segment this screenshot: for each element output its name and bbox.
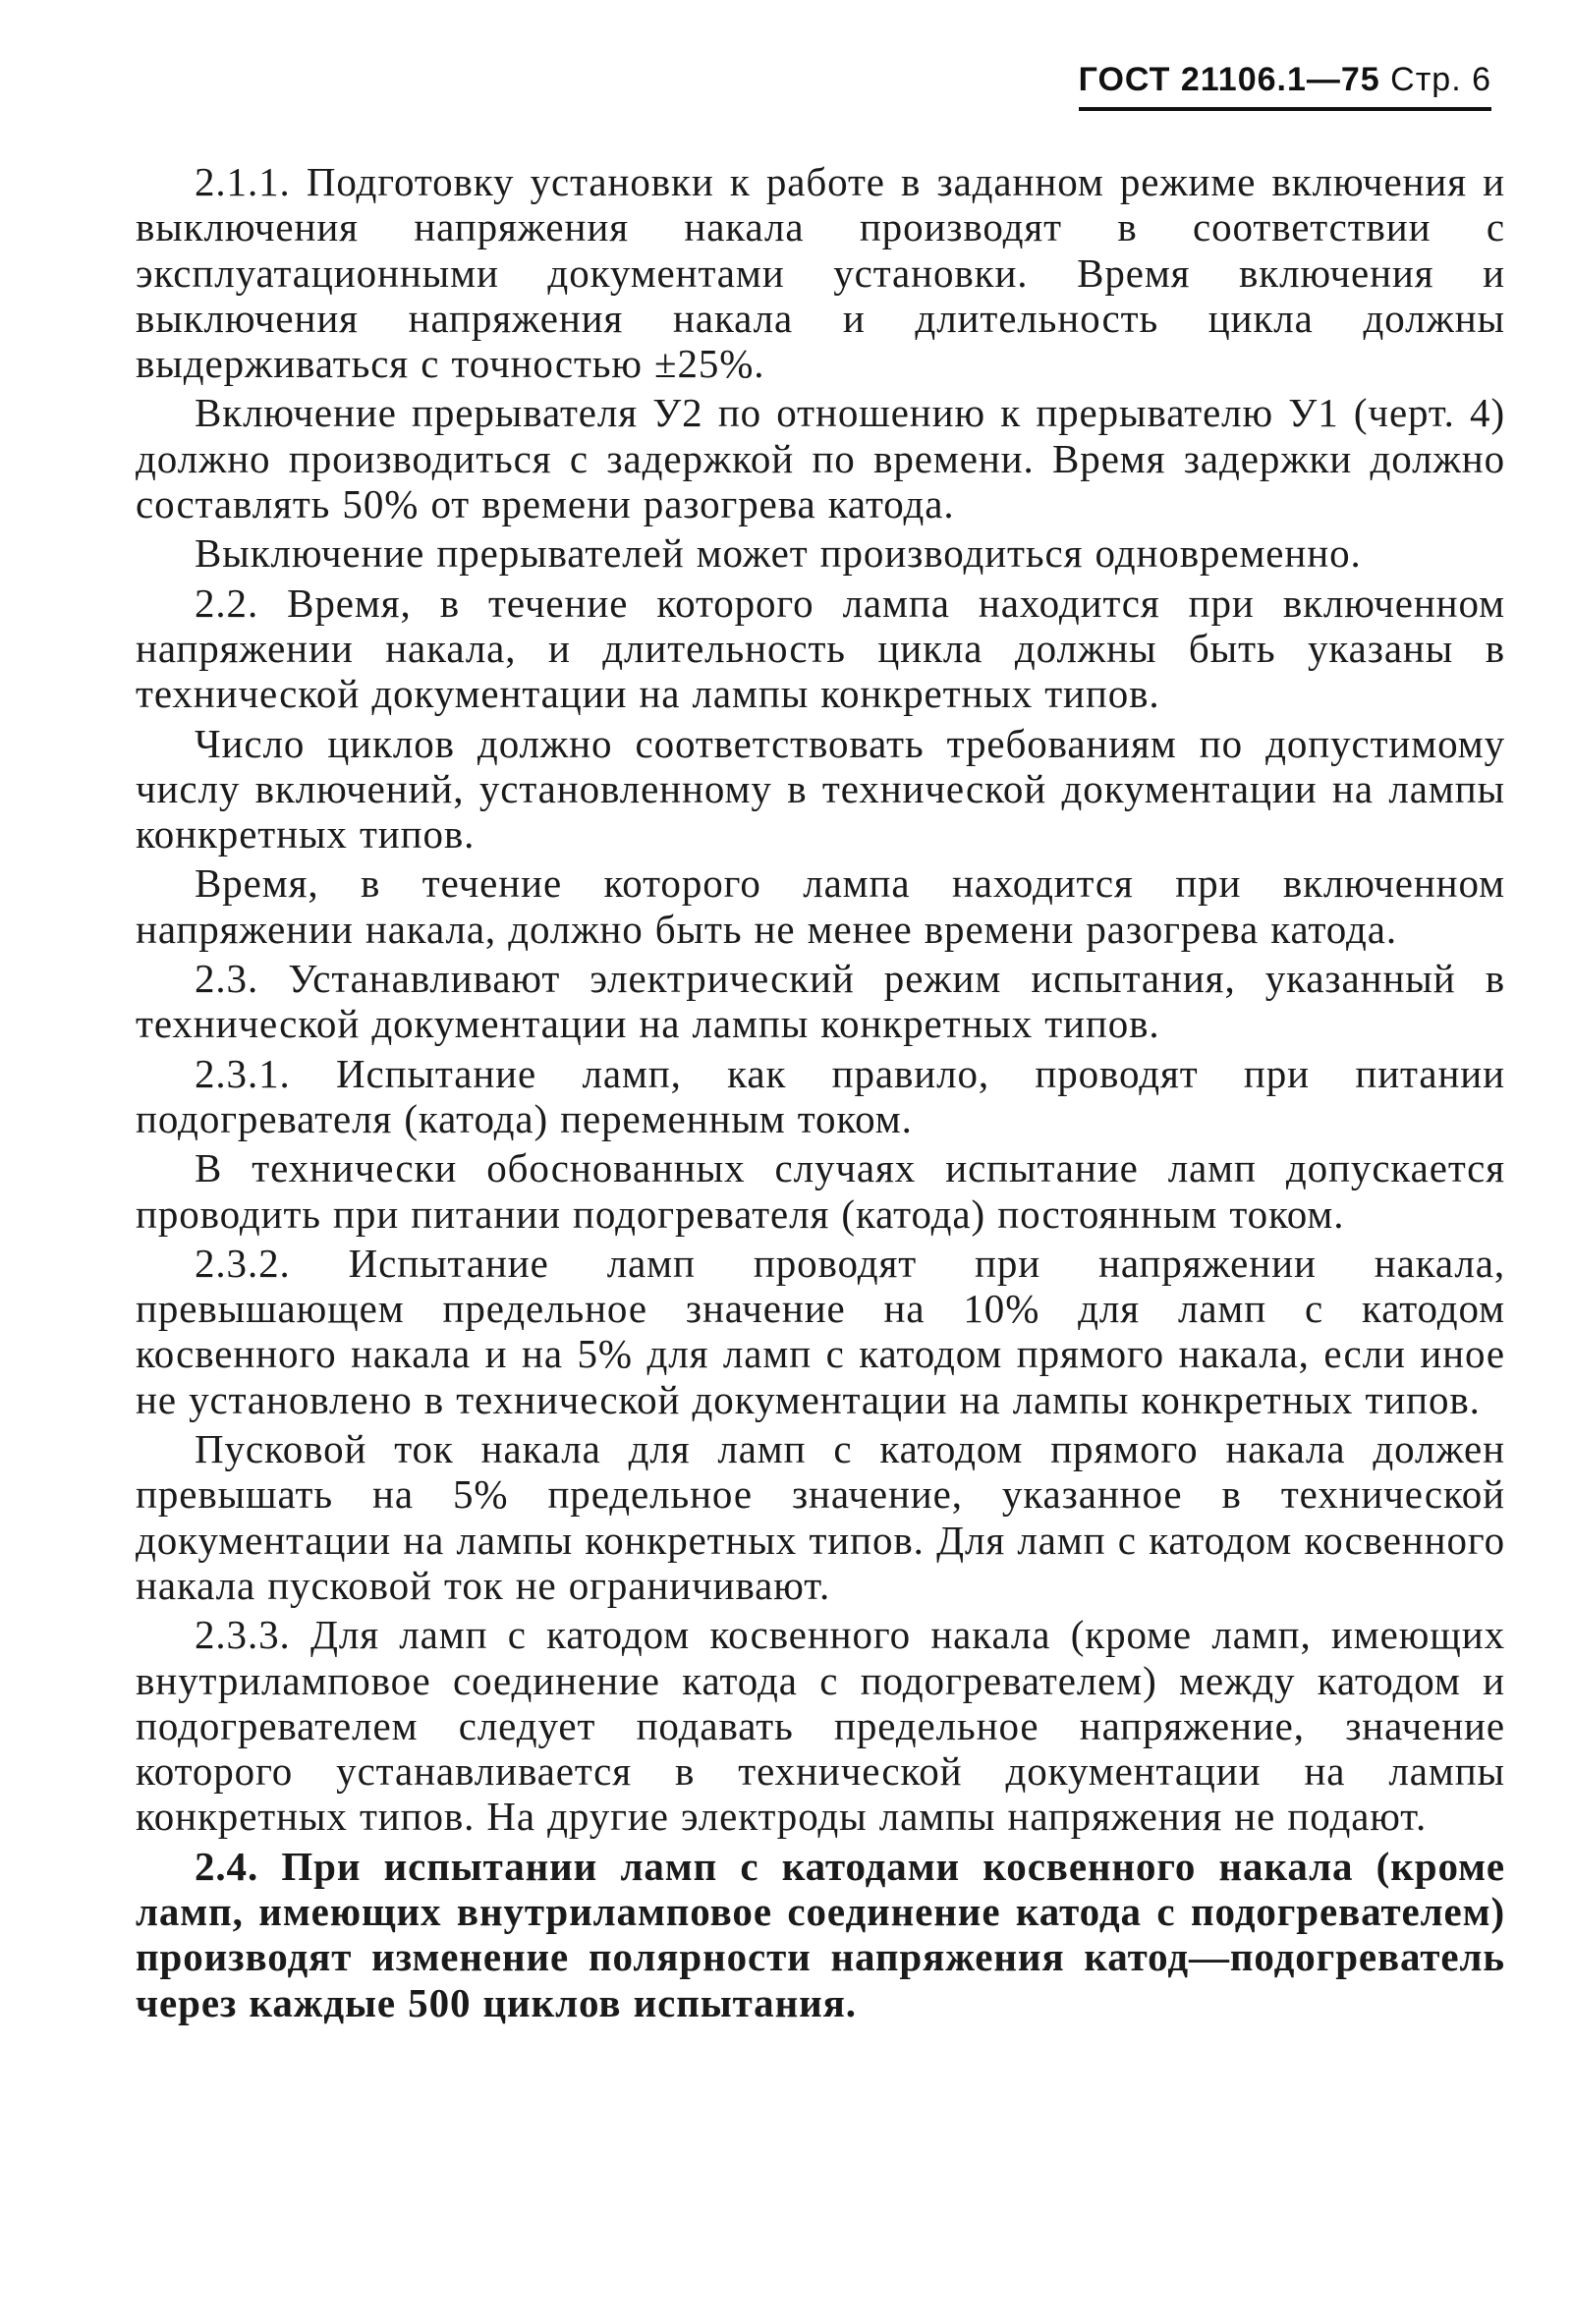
- body-text: [136, 159, 1505, 2029]
- page-number: Стр. 6: [1390, 61, 1491, 98]
- paragraph-2-3-3: 2.3.3. Для ламп с катодом косвенного накала (кроме ламп, имеющих внутриламповое соединение катода с подогревателем) между катодом и подогревателем следует подавать предельное напряжение, значение которого устанавливается в технической документации на лампы конкретных типов. На другие электроды лампы напряжения не подают.: [136, 1612, 1505, 1840]
- paragraph-2-3: 2.3. Устанавливают электрический режим испытания, указанный в технической документации на лампы конкретных типов.: [136, 956, 1505, 1047]
- paragraph-2-3-1: 2.3.1. Испытание ламп, как правило, проводят при питании подогревателя (катода) переменным током.: [136, 1050, 1505, 1141]
- paragraph-2-4: 2.4. При испытании ламп с катодами косвенного накала (кроме ламп, имеющих внутриламповое соединение катода с подогревателем) производят изменение полярности напряжения катод—подогреватель через каждые 500 циклов испытания.: [136, 1843, 1505, 2025]
- paragraph-2-3-2: 2.3.2. Испытание ламп проводят при напряжении накала, превышающем предельное значение на 10% для ламп с катодом косвенного накала и на 5% для ламп с катодом прямого накала, если иное не установлено в технической документации на лампы конкретных типов.: [136, 1240, 1505, 1422]
- paragraph-dc-supply: В технически обоснованных случаях испытание ламп допускается проводить при питании подогревателя (катода) постоянным током.: [136, 1145, 1505, 1237]
- paragraph-2-2: 2.2. Время, в течение которого лампа находится при включенном напряжении накала, и длительность цикла должны быть указаны в технической документации на лампы конкретных типов.: [136, 580, 1505, 717]
- paragraph-starting-current: Пусковой ток накала для ламп с катодом прямого накала должен превышать на 5% предельное значение, указанное в технической документации на лампы конкретных типов. Для ламп с катодом косвенного накала пусковой ток не ограничивают.: [136, 1426, 1505, 1608]
- header-rule: [1079, 107, 1491, 111]
- paragraph-2-1-1: 2.1.1. Подготовку установки к работе в заданном режиме включения и выключения напряжения накала производят в соответствии с эксплуатационными документами установки. Время включения и выключения напряжения накала и длительность цикла должны выдерживаться с точностью ±25%.: [136, 159, 1505, 387]
- page-header: [1079, 61, 1491, 111]
- standard-number: ГОСТ 21106.1—75: [1078, 61, 1380, 98]
- header-text: [1079, 61, 1491, 99]
- paragraph-on-time: Время, в течение которого лампа находится при включенном напряжении накала, должно быть не менее времени разогрева катода.: [136, 860, 1505, 952]
- paragraph-cycle-count: Число циклов должно соответствовать требованиям по допустимому числу включений, установленному в технической документации на лампы конкретных типов.: [136, 720, 1505, 858]
- paragraph-interrupter-delay: Включение прерывателя У2 по отношению к прерывателю У1 (черт. 4) должно производиться с задержкой по времени. Время задержки должно составлять 50% от времени разогрева катода.: [136, 390, 1505, 527]
- paragraph-interrupter-off: Выключение прерывателей может производиться одновременно.: [195, 530, 1362, 577]
